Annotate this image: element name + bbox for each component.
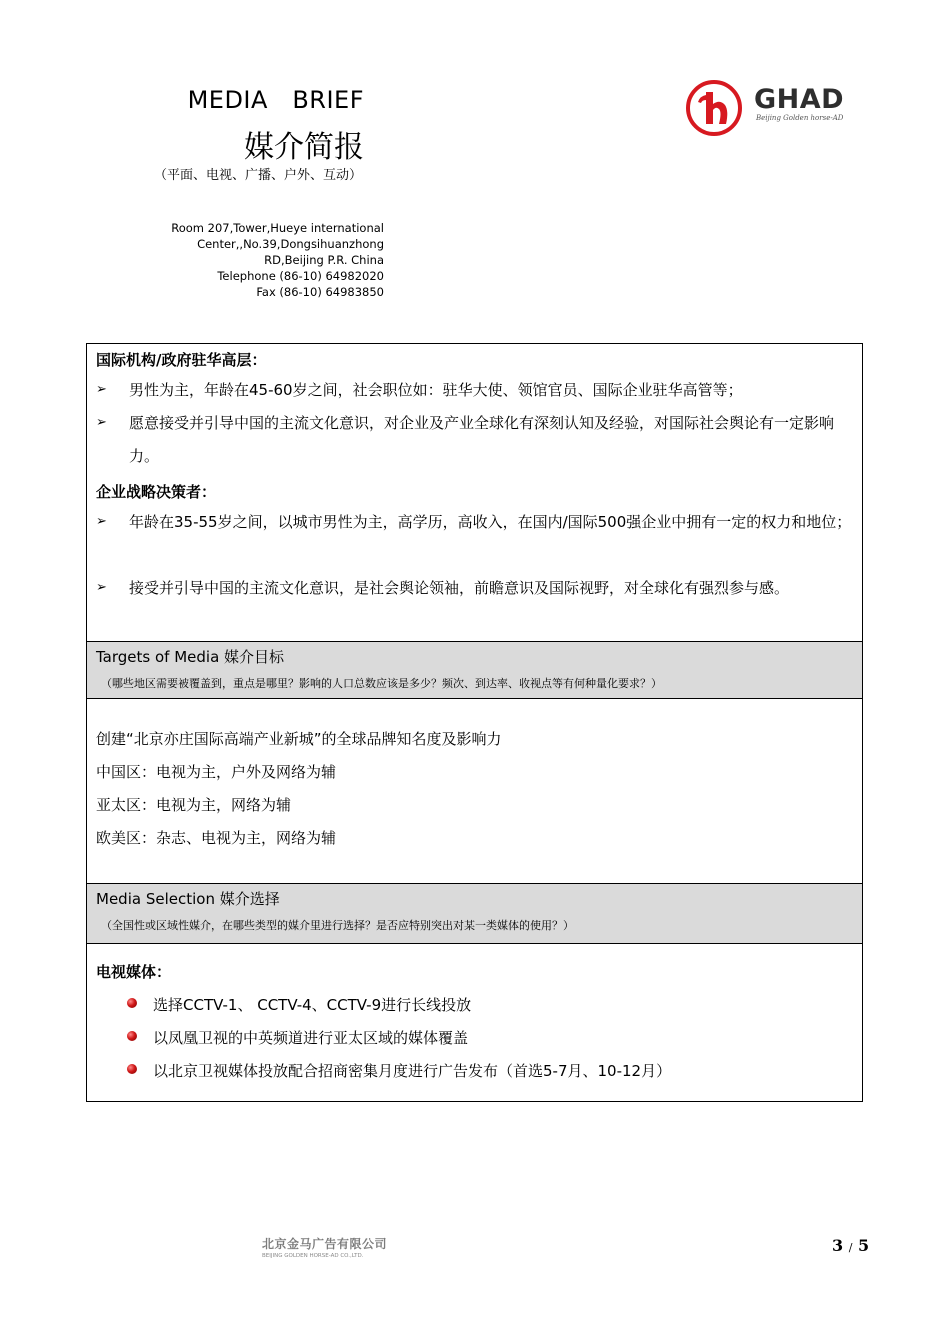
logo-text: GHAD: [754, 84, 845, 115]
company-logo: [684, 78, 854, 138]
list-item-text: 以北京卫视媒体投放配合招商密集月度进行广告发布（首选5-7月、10-12月）: [153, 1062, 672, 1080]
section-heading-enterprise: 企业战略决策者：: [96, 483, 217, 501]
red-dot-bullet-icon: [127, 998, 137, 1008]
arrow-bullet-icon: ➢: [96, 580, 107, 595]
title-english: MEDIA BRIEF: [187, 86, 364, 114]
targets-title: Targets of Media 媒介目标: [96, 648, 285, 666]
tv-media-heading: 电视媒体：: [96, 963, 172, 981]
address-block: [100, 220, 384, 300]
telephone-line: Telephone (86-10) 64982020: [217, 269, 384, 283]
address-line: RD,Beijing P.R. China: [264, 253, 384, 267]
address-line: Center,,No.39,Dongsihuanzhong: [197, 237, 384, 251]
arrow-bullet-icon: ➢: [96, 514, 107, 529]
subtitle: （平面、电视、广播、户外、互动）: [153, 168, 362, 183]
red-dot-bullet-icon: [127, 1031, 137, 1041]
list-item-text: 以凤凰卫视的中英频道进行亚太区域的媒体覆盖: [153, 1029, 469, 1047]
list-item-text: 选择CCTV-1、 CCTV-4、CCTV-9进行长线投放: [153, 996, 472, 1014]
page-current: 3: [832, 1236, 844, 1255]
arrow-bullet-icon: ➢: [96, 382, 107, 397]
page-total: 5: [858, 1236, 870, 1255]
list-item-text: 年龄在35-55岁之间，以城市男性为主，高学历，高收入，在国内/国际500强企业中拥有一定的权力和地位；: [129, 513, 852, 531]
targets-line: 亚太区：电视为主，网络为辅: [96, 796, 292, 814]
title-chinese: 媒介简报: [244, 130, 364, 165]
logo-tagline: Beijing Golden horse-AD: [756, 114, 844, 122]
selection-subtitle: （全国性或区域性媒介，在哪些类型的媒介里进行选择？是否应特别突出对某一类媒体的使用？）: [101, 919, 574, 932]
targets-line: 欧美区：杂志、电视为主，网络为辅: [96, 829, 337, 847]
targets-line: 中国区：电视为主，户外及网络为辅: [96, 763, 337, 781]
logo-emblem-icon: [684, 78, 744, 138]
fax-line: Fax (86-10) 64983850: [256, 285, 384, 299]
footer-company-name: 北京金马广告有限公司: [262, 1237, 388, 1251]
arrow-bullet-icon: ➢: [96, 415, 107, 430]
red-dot-bullet-icon: [127, 1064, 137, 1074]
section-heading-intl: 国际机构/政府驻华高层：: [96, 351, 267, 369]
footer-company-name-en: BEIJING GOLDEN HORSE-AD CO.,LTD.: [262, 1253, 364, 1259]
list-item-text: 男性为主，年龄在45-60岁之间，社会职位如：驻华大使、领馆官员、国际企业驻华高管等；: [129, 381, 743, 399]
page-number: [832, 1236, 869, 1255]
list-item-text: 接受并引导中国的主流文化意识，是社会舆论领袖，前瞻意识及国际视野，对全球化有强烈参与感。: [129, 579, 790, 597]
page-separator: /: [848, 1241, 853, 1254]
media-brief-table: [86, 343, 863, 1102]
targets-subtitle: （哪些地区需要被覆盖到，重点是哪里？影响的人口总数应该是多少？频次、到达率、收视点等有何种量化要求？）: [101, 677, 662, 690]
targets-header: [87, 641, 862, 699]
selection-header: [87, 883, 862, 944]
selection-title: Media Selection 媒介选择: [96, 890, 280, 908]
list-item-text: 愿意接受并引导中国的主流文化意识，对企业及产业全球化有深刻认知及经验，对国际社会舆论有一定影响力。: [129, 414, 835, 465]
address-line: Room 207,Tower,Hueye international: [171, 221, 384, 235]
targets-line: 创建“北京亦庄国际高端产业新城”的全球品牌知名度及影响力: [96, 730, 502, 748]
